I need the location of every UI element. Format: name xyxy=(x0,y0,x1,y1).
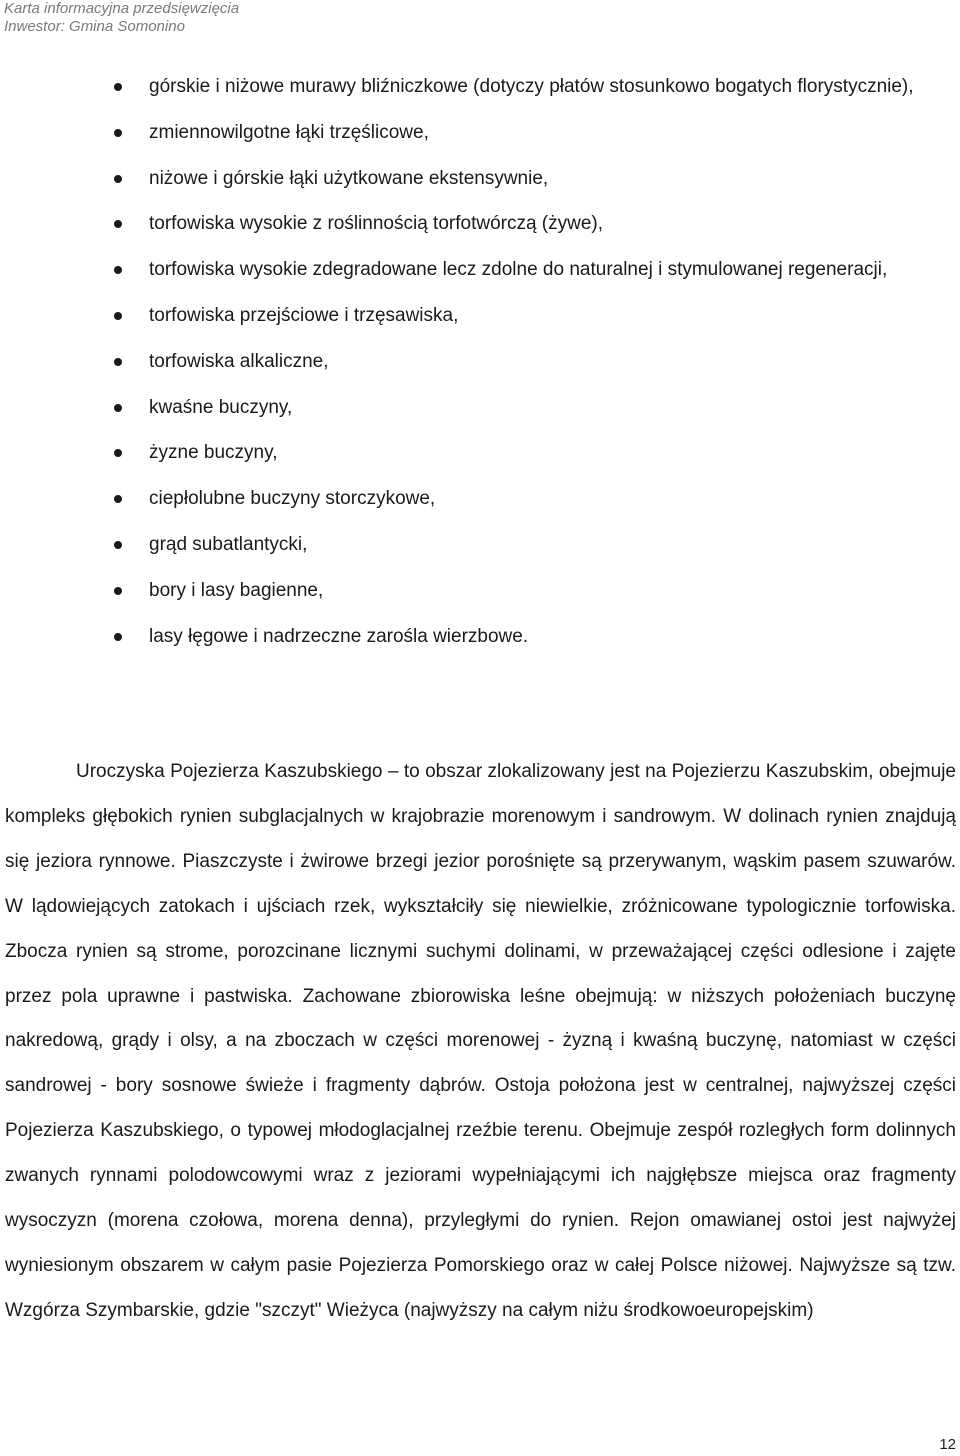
bullet-icon xyxy=(114,541,122,549)
list-item-text: górskie i niżowe murawy bliźniczkowe (dotyczy płatów stosunkowo bogatych florystycznie), xyxy=(149,76,914,97)
list-item xyxy=(0,430,960,476)
list-item-text: bory i lasy bagienne, xyxy=(149,579,324,601)
page-number: 12 xyxy=(939,1436,956,1453)
list-item-text: ciepłolubne buczyny storczykowe, xyxy=(149,488,436,510)
list-item xyxy=(0,110,960,156)
list-item xyxy=(0,293,960,339)
list-item-text: niżowe i górskie łąki użytkowane ekstensywnie, xyxy=(149,167,549,189)
list-item-text: torfowiska alkaliczne, xyxy=(149,350,329,372)
page-header xyxy=(4,0,239,36)
list-item xyxy=(0,339,960,385)
list-item xyxy=(0,201,960,247)
bullet-icon xyxy=(114,495,122,503)
bullet-icon xyxy=(114,587,122,595)
bullet-icon xyxy=(114,83,122,91)
list-item xyxy=(0,522,960,568)
bullet-icon xyxy=(114,266,122,274)
bullet-icon xyxy=(114,404,122,412)
list-item-text: lasy łęgowe i nadrzeczne zarośla wierzbowe. xyxy=(149,625,529,647)
bullet-icon xyxy=(114,220,122,228)
list-item-text: grąd subatlantycki, xyxy=(149,533,308,555)
list-item-text: żyzne buczyny, xyxy=(149,442,278,464)
bullet-icon xyxy=(114,175,122,183)
bullet-icon xyxy=(114,129,122,137)
list-item-text: torfowiska wysokie z roślinnością torfotwórczą (żywe), xyxy=(149,213,604,235)
list-item xyxy=(0,614,960,660)
list-item-text: zmiennowilgotne łąki trzęślicowe, xyxy=(149,121,429,143)
bullet-icon xyxy=(114,312,122,320)
list-item xyxy=(0,476,960,522)
list-item xyxy=(0,247,960,293)
list-item-text: torfowiska wysokie zdegradowane lecz zdolne do naturalnej i stymulowanej regeneracji, xyxy=(149,259,888,281)
bullet-icon xyxy=(114,633,122,641)
bullet-icon xyxy=(114,358,122,366)
header-investor: Inwestor: Gmina Somonino xyxy=(4,18,185,35)
list-item-text: kwaśne buczyny, xyxy=(149,396,293,418)
body-paragraph: Uroczyska Pojezierza Kaszubskiego – to obszar zlokalizowany jest na Pojezierzu Kaszubskim, obejmuje kompleks głębokich rynien subglacjalnych w krajobrazie morenowym i sandrowym. W dolinach rynien znajdują się jeziora rynnowe. Piaszczyste i żwirowe brzegi jezior porośnięte są przerywanym, wąskim pasem szuwarów. W lądowiejących zatokach i ujściach rzek, wykształciły się niewielkie, zróżnicowane typologicznie torfowiska. Zbocza rynien są strome, porozcinane licznymi suchymi dolinami, w przeważającej części odlesione i zajęte przez pola uprawne i pastwiska. Zachowane zbiorowiska leśne obejmują: w niższych położeniach buczynę nakredową, grądy i olsy, a na zboczach w części morenowej - żyzną i kwaśną buczynę, natomiast w części sandrowej - bory sosnowe świeże i fragmenty dąbrów. Ostoja położona jest w centralnej, najwyższej części Pojezierza Kaszubskiego, o typowej młodoglacjalnej rzeźbie terenu. Obejmuje zespół rozległych form dolinnych zwanych rynnami polodowcowymi wraz z jeziorami wypełniającymi ich najgłębsze miejsca oraz fragmenty wysoczyzn (morena czołowa, morena denna), przyległymi do rynien. Rejon omawianej ostoi jest najwyżej wyniesionym obszarem w całym pasie Pojezierza Pomorskiego oraz w całej Polsce niżowej. Najwyższe są tzw. Wzgórza Szymbarskie, gdzie "szczyt" Wieżyca (najwyższy na całym niżu środkowoeuropejskim) xyxy=(5,761,956,1321)
list-item xyxy=(0,385,960,431)
list-item xyxy=(0,568,960,614)
list-item xyxy=(0,156,960,202)
list-item-text: torfowiska przejściowe i trzęsawiska, xyxy=(149,304,459,326)
habitat-bullet-list xyxy=(0,64,960,659)
header-document-title: Karta informacyjna przedsięwzięcia xyxy=(4,0,240,17)
bullet-icon xyxy=(114,449,122,457)
list-item xyxy=(0,64,960,110)
